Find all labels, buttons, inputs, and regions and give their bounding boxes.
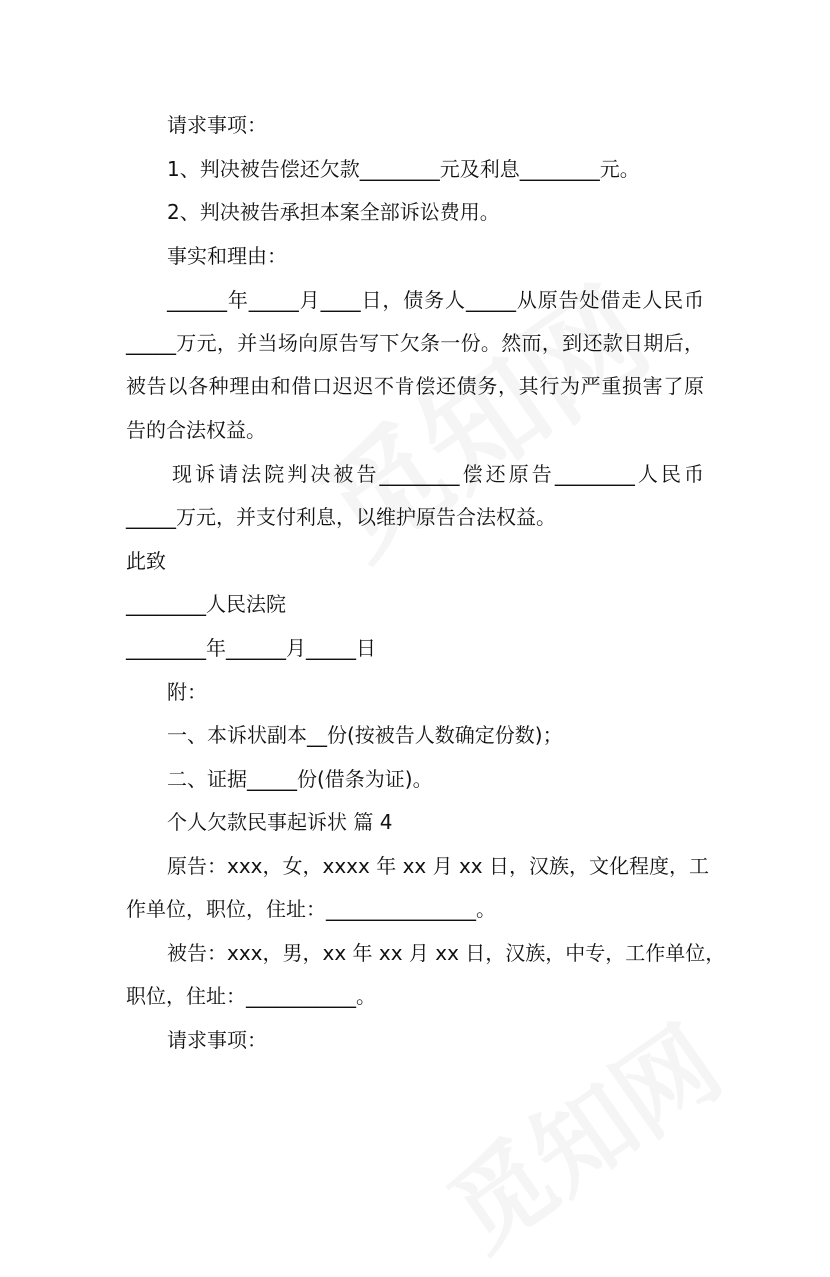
plaintiff-info-line: 原告：xxx，女，xxxx 年 xx 月 xx 日，汉族，文化程度，工 <box>167 854 709 878</box>
claim-item-2: 2、判决被告承担本案全部诉讼费用。 <box>167 200 500 224</box>
facts-paragraph-line: ______年_____月____日，债务人_____从原告处借走人民币 <box>167 288 704 312</box>
facts-paragraph-line: 告的合法权益。 <box>126 418 266 442</box>
request-paragraph-line: _____万元，并支付利息，以维护原告合法权益。 <box>126 505 556 529</box>
defendant-info-line: 被告：xxx，男，xx 年 xx 月 xx 日，汉族，中专，工作单位， <box>167 941 726 965</box>
plaintiff-info-line: 作单位，职位，住址：_______________。 <box>126 897 496 921</box>
claim-item-1: 1、判决被告偿还欠款________元及利息________元。 <box>167 157 640 181</box>
section-heading-facts: 事实和理由： <box>167 244 287 268</box>
watermark <box>416 987 744 1277</box>
section-title: 个人欠款民事起诉状 篇 4 <box>167 810 393 834</box>
defendant-info-line: 职位，住址：___________。 <box>126 984 376 1008</box>
salutation: 此致 <box>126 549 166 573</box>
date-line: ________年______月_____日 <box>126 636 376 660</box>
section-heading-claims: 请求事项： <box>167 1028 267 1052</box>
attachment-item-2: 二、证据_____份(借条为证)。 <box>167 767 433 791</box>
request-paragraph-line: 现诉请法院判决被告________偿还原告________人民币 <box>172 462 704 486</box>
facts-paragraph-line: 被告以各种理由和借口迟迟不肯偿还债务，其行为严重损害了原 <box>126 374 704 398</box>
attachment-heading: 附： <box>167 680 207 704</box>
facts-paragraph-line: _____万元，并当场向原告写下欠条一份。然而，到还款日期后， <box>126 331 704 355</box>
court-name: ________人民法院 <box>126 592 286 616</box>
section-heading-claims: 请求事项： <box>167 113 267 137</box>
attachment-item-1: 一、本诉状副本__份(按被告人数确定份数)； <box>167 723 563 747</box>
